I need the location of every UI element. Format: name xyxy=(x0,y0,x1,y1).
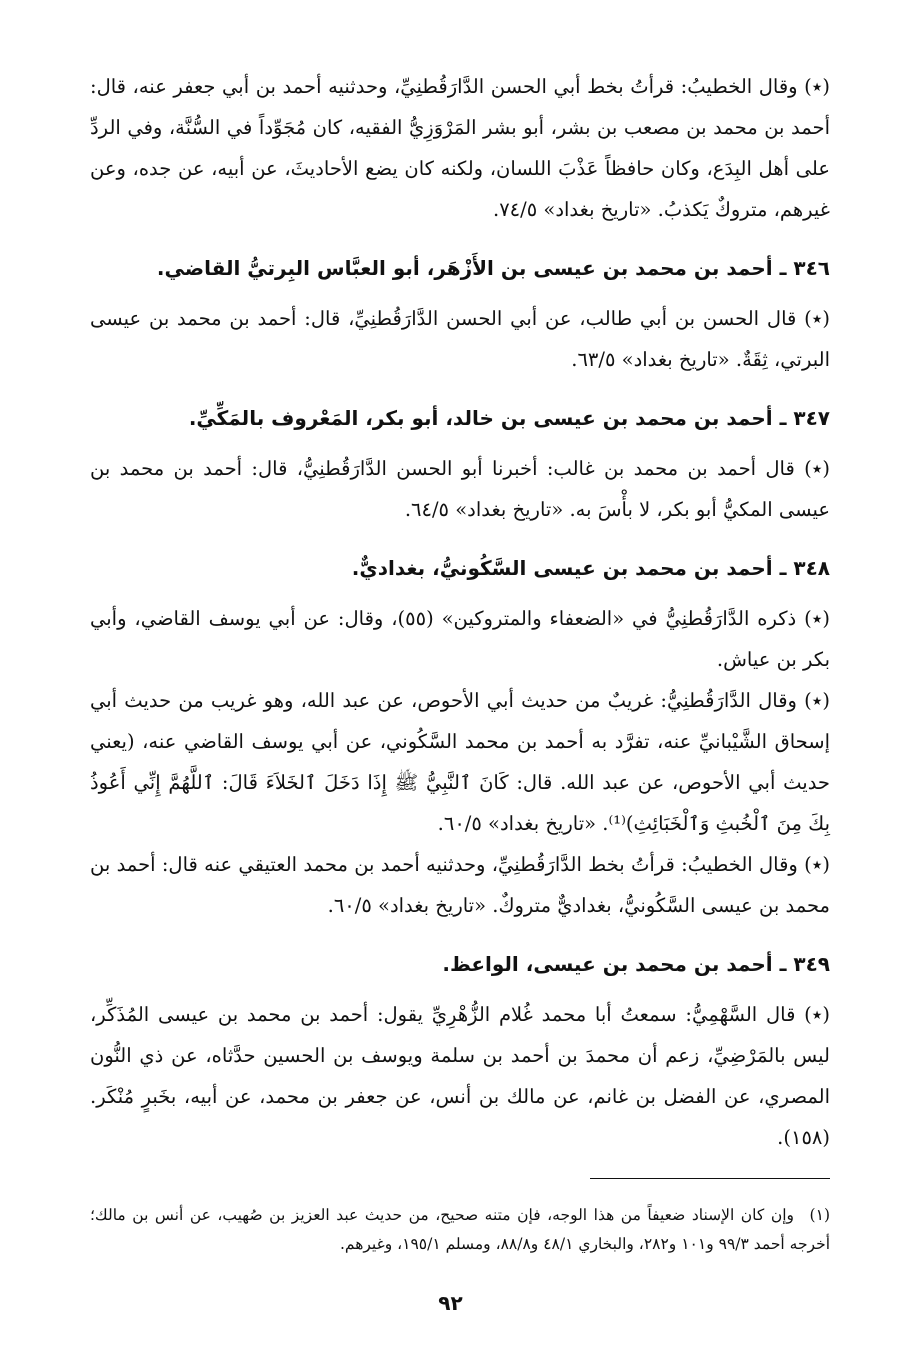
biography-entry xyxy=(90,66,830,230)
entry-heading: ٣٤٦ ـ أحمد بن محمد بن عيسى بن الأَزْهَر، أبو العبَّاس البِرتيُّ القاضي. xyxy=(156,256,830,280)
entry-heading: ٣٤٩ ـ أحمد بن محمد بن عيسى، الواعظ. xyxy=(442,952,830,976)
footnote xyxy=(90,1201,830,1259)
entry-paragraph: (٭) وقال الخطيبُ: قرأتُ بخط أبي الحسن الدَّارَقُطنِيِّ، وحدثنيه أحمد بن أبي جعفر عنه، قال: أحمد بن محمد بن مصعب بن بشر، أبو بشر المَرْوَزِيُّ الفقيه، كان مُجَوِّداً في السُّنَّة، وفي الردِّ على أهل البِدَع، وكان حافظاً عَذْبَ اللسان، ولكنه كان يضع الأحاديثَ، عن أبيه، عن جده، وعن غيرهم، متروكٌ يَكذبُ. «تاريخ بغداد» ٧٤/٥. xyxy=(90,75,830,221)
biography-entry xyxy=(90,248,830,380)
entry-paragraph: (٭) قال أحمد بن محمد بن غالب: أخبرنا أبو الحسن الدَّارَقُطنِيُّ، قال: أحمد بن محمد بن عيسى المكيُّ أبو بكر، لا بأْسَ به. «تاريخ بغداد» ٦٤/٥. xyxy=(90,457,830,521)
footnote-text: وإن كان الإسناد ضعيفاً من هذا الوجه، فإن متنه صحيح، من حديث عبد العزيز بن صُهيب، عن أنس بن مالك؛ أخرجه أحمد ٩٩/٣ و١٠١ و٢٨٢، والبخاري ٤٨/١ و٨٨/٨، ومسلم ١٩٥/١، وغيرهم. xyxy=(90,1206,830,1253)
entry-paragraph: (٭) وقال الدَّارَقُطنِيُّ: غريبٌ من حديث أبي الأحوص، عن عبد الله، وهو غريب من حديث أبي إسحاق الشَّيْبانيِّ عنه، تفرَّد به أحمد بن محمد السَّكُوني، عن أبي يوسف القاضي عنه، (يعني حديث أبي الأحوص، عن عبد الله. قال: كَانَ ٱلنَّبِيُّ ﷺ إِذَا دَخَلَ ٱلخَلاَءَ قَالَ: ٱللَّهُمَّ إِنِّي أَعُوذُ بِكَ مِنَ ٱلْخُبثِ وَٱلْخَبَائِثِ)⁽¹⁾. «تاريخ بغداد» ٦٠/٥. xyxy=(90,689,830,835)
entry-heading: ٣٤٨ ـ أحمد بن محمد بن عيسى السَّكُونيُّ، بغداديٌّ. xyxy=(351,556,830,580)
entries-list xyxy=(90,66,830,1158)
biography-entry xyxy=(90,398,830,530)
entry-paragraph: (٭) ذكره الدَّارَقُطنِيُّ في «الضعفاء والمتروكين» (٥٥)، وقال: عن أبي يوسف القاضي، وأبي بكر بن عياش. xyxy=(90,607,830,671)
footnote-separator xyxy=(590,1178,830,1179)
page-body xyxy=(90,66,830,1259)
biography-entry xyxy=(90,548,830,926)
entry-paragraph: (٭) قال السَّهْمِيُّ: سمعتُ أبا محمد غُلام الزُّهْرِيِّ يقول: أحمد بن محمد بن عيسى المُذَكِّر، ليس بالمَرْضِيِّ، زعم أن محمدَ بن أحمد بن سلمة ويوسف بن الحسين حدَّثاه، عن ذي النُّون المصري، عن الفضل بن غانم، عن مالك بن أنس، عن جعفر بن محمد، عن أبيه، بخَبرٍ مُنْكَر. (١٥٨). xyxy=(90,1003,830,1149)
entry-heading: ٣٤٧ ـ أحمد بن محمد بن عيسى بن خالد، أبو بكر، المَعْروف بالمَكِّيِّ. xyxy=(188,406,830,430)
entry-paragraph: (٭) قال الحسن بن أبي طالب، عن أبي الحسن الدَّارَقُطنِيِّ، قال: أحمد بن محمد بن عيسى البرتي، ثِقَةٌ. «تاريخ بغداد» ٦٣/٥. xyxy=(90,307,830,371)
page-number: ٩٢ xyxy=(438,1291,463,1315)
biography-entry xyxy=(90,944,830,1158)
entry-paragraph: (٭) وقال الخطيبُ: قرأتُ بخط الدَّارَقُطنِيِّ، وحدثنيه أحمد بن محمد العتيقي عنه قال: أحمد بن محمد بن عيسى السَّكُونيُّ، بغداديٌّ متروكٌ. «تاريخ بغداد» ٦٠/٥. xyxy=(90,853,830,917)
footnote-number: (١) xyxy=(809,1206,830,1224)
